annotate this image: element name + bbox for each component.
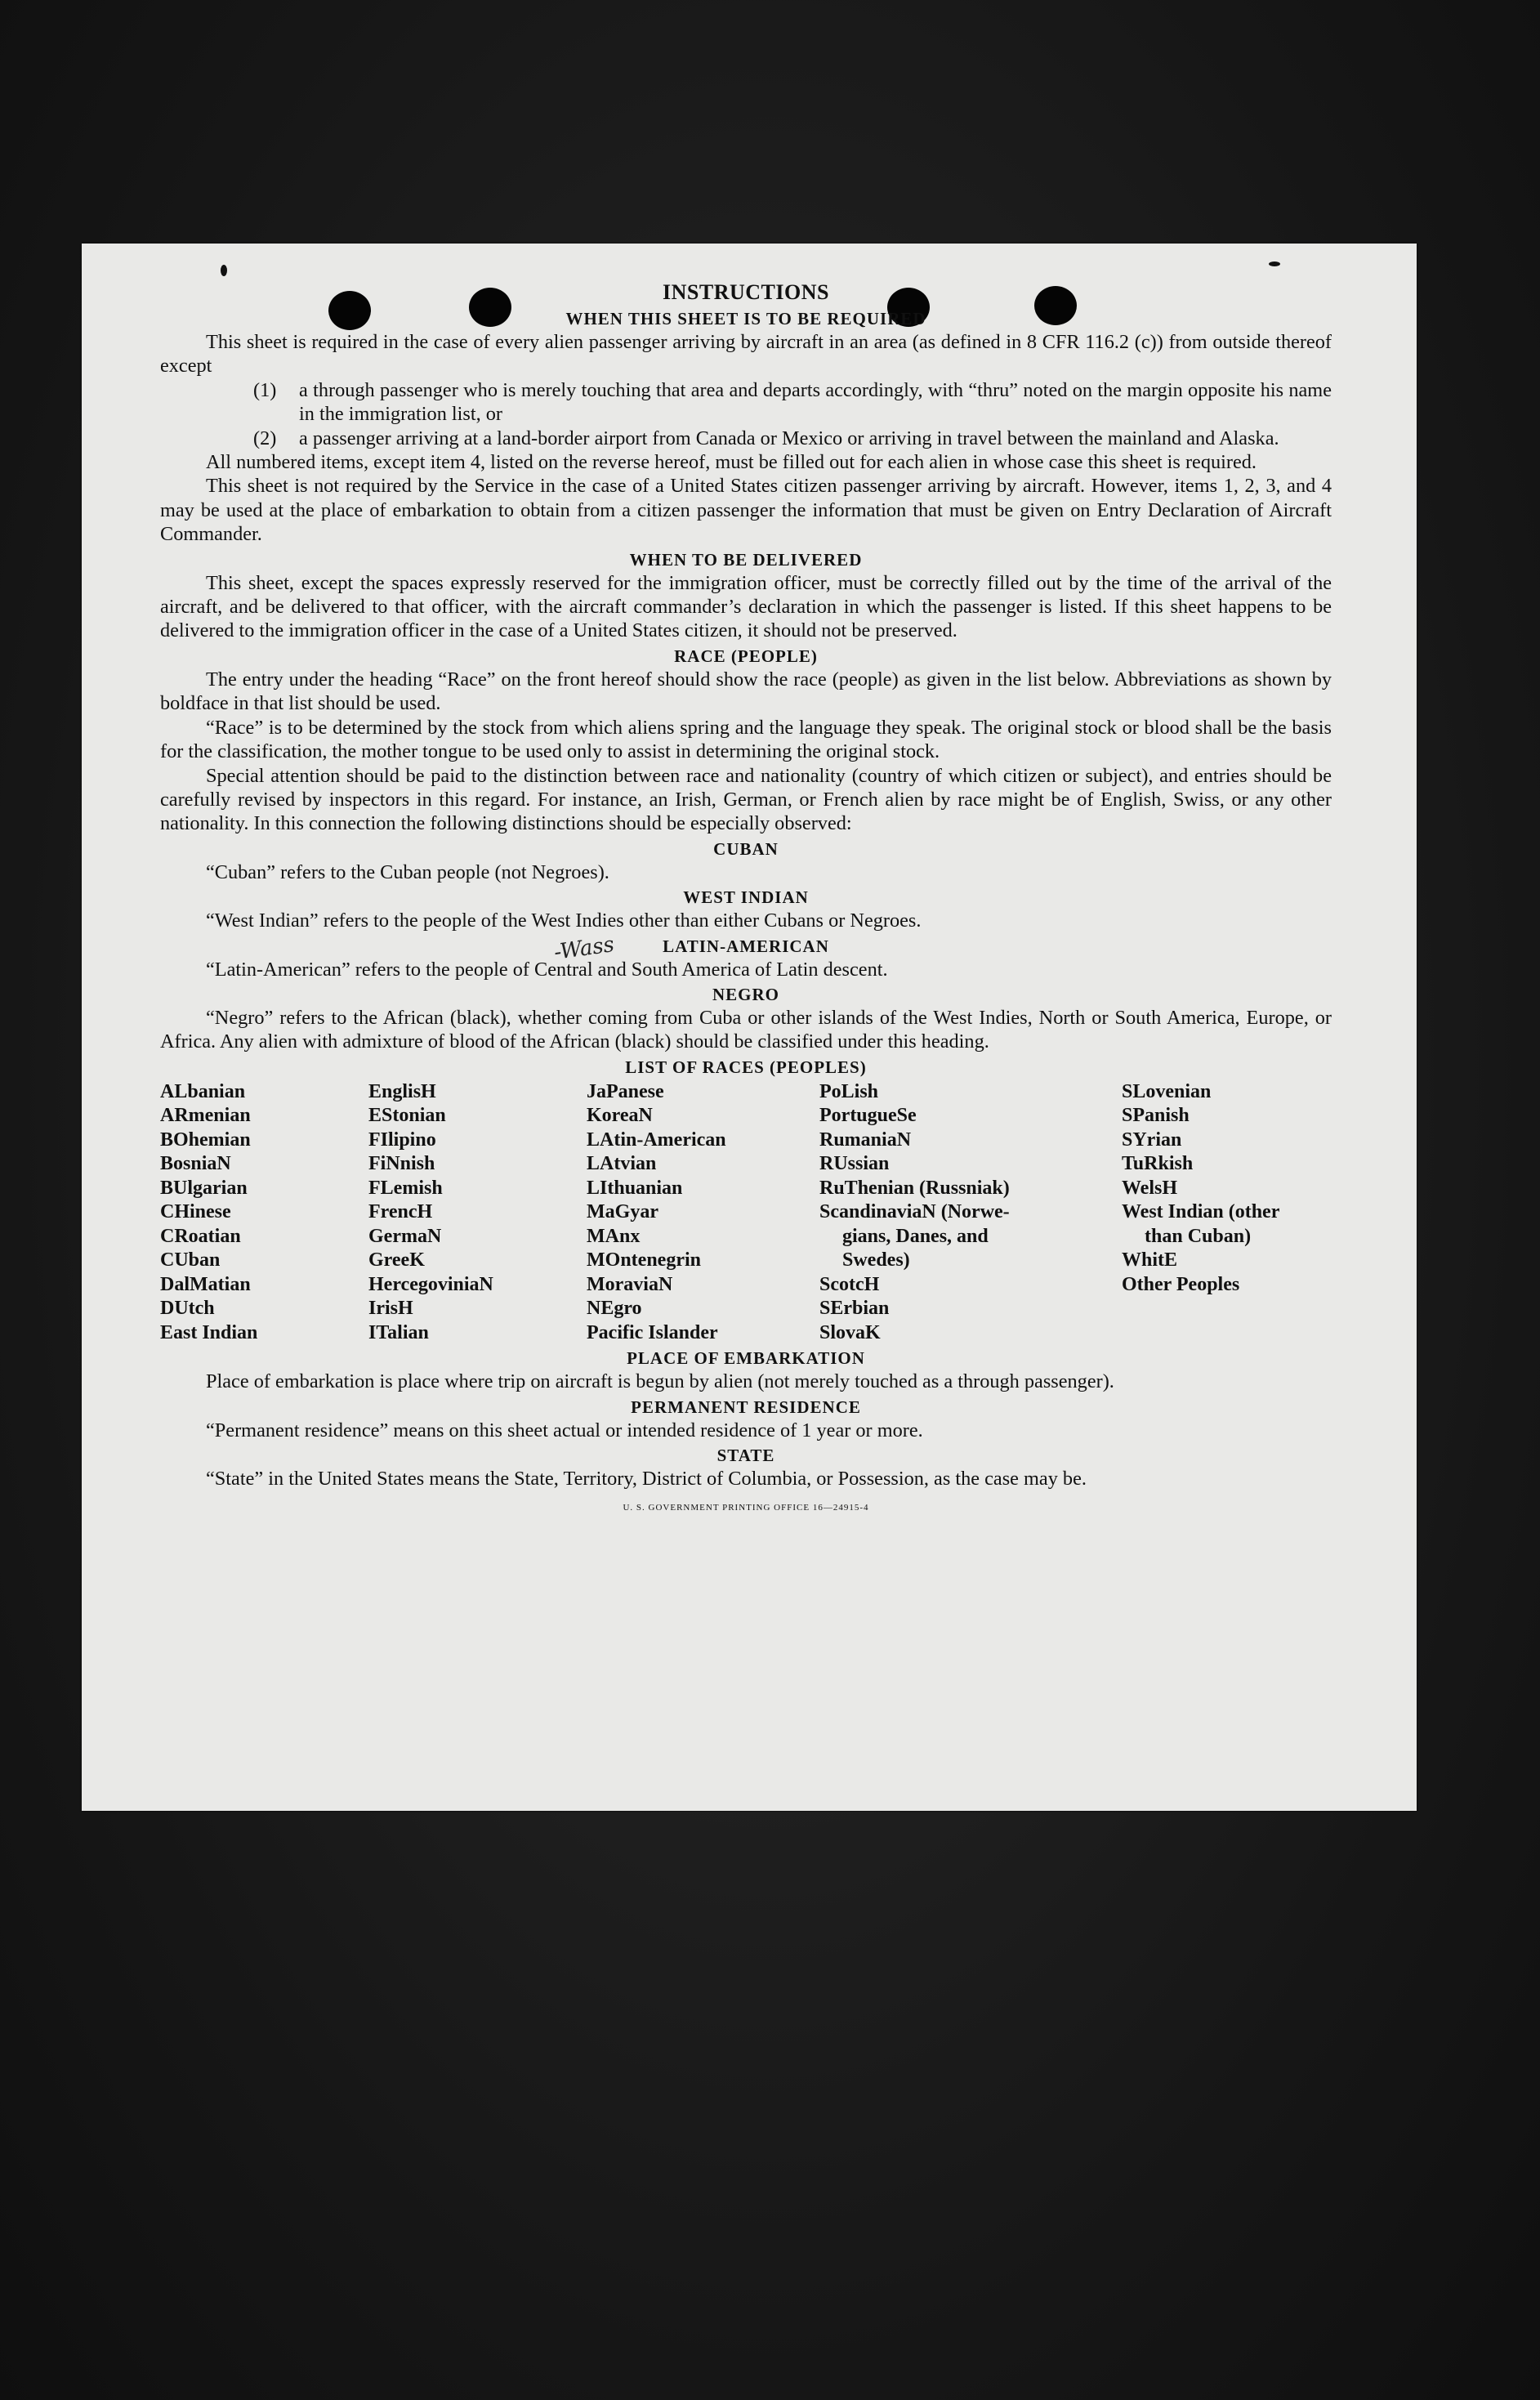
- when-required-para2: All numbered items, except item 4, listed on the reverse hereof, must be filled out for each alien in whose case this sheet is required.: [206, 451, 1257, 474]
- race-entry: EnglisH: [368, 1080, 436, 1102]
- race-list: [160, 1080, 1332, 1346]
- race-entry: LAtin-American: [587, 1128, 726, 1151]
- negro-text: “Negro” refers to the African (black), whether coming from Cuba or other islands of the West Indies, North or South America, Europe, or Africa. Any alien with admixture of blood of the African (black) should be classified under this heading.: [160, 1006, 1332, 1053]
- race-entry: FLemish: [368, 1177, 443, 1199]
- race-entry: JaPanese: [587, 1080, 664, 1102]
- printing-office-imprint: U. S. GOVERNMENT PRINTING OFFICE 16—24915-4: [623, 1503, 869, 1513]
- race-column-3: [587, 1080, 819, 1346]
- race-entry: Pacific Islander: [587, 1321, 718, 1343]
- race-entry: RuThenian (Russniak): [819, 1177, 1010, 1199]
- race-entry: WelsH: [1122, 1177, 1178, 1199]
- race-entry: SlovaK: [819, 1321, 881, 1343]
- heading-race: RACE (PEOPLE): [674, 646, 818, 666]
- item-number: (1): [253, 378, 277, 401]
- race-entry: MOntenegrin: [587, 1249, 701, 1272]
- race-entry: PoLish: [819, 1080, 879, 1102]
- race-entry: Swedes): [842, 1249, 910, 1272]
- when-required-para3: This sheet is not required by the Service in the case of a United States citizen passenger arriving by aircraft. However, items 1, 2, 3, and 4 may be used at the place of embarkation to obtain from a citizen passenger the information that must be given on Entry Declaration of Aircraft Commander.: [160, 475, 1332, 546]
- race-para3: Special attention should be paid to the distinction between race and nationality (country of which citizen or subject), and entries should be carefully revised by inspectors in this regard. For instance, an Irish, German, or French alien by race might be of English, Swiss, or any other nationality. In this connection the following distinctions should be especially observed:: [160, 764, 1332, 835]
- race-entry: Other Peoples: [1122, 1273, 1240, 1295]
- race-entry: LAtvian: [587, 1153, 657, 1175]
- latin-american-text: “Latin-American” refers to the people of Central and South America of Latin descent.: [206, 958, 888, 981]
- race-para2: “Race” is to be determined by the stock from which aliens spring and the language they speak. The original stock or blood shall be the basis for the classification, the mother tongue to be used only to assist in determining the original stock.: [160, 716, 1332, 763]
- race-entry: HercegoviniaN: [368, 1273, 493, 1295]
- page-title: INSTRUCTIONS: [663, 280, 829, 304]
- race-entry: ARmenian: [160, 1105, 251, 1127]
- race-column-5: [1122, 1080, 1332, 1346]
- race-entry: DalMatian: [160, 1273, 251, 1295]
- race-entry: West Indian (other: [1122, 1201, 1280, 1223]
- heading-west-indian: WEST INDIAN: [683, 887, 809, 908]
- heading-negro: NEGRO: [712, 984, 779, 1004]
- item-text: a through passenger who is merely touching that area and departs accordingly, with “thru” noted on the margin opposite his name in the immigration list, or: [299, 378, 1332, 426]
- item-text: a passenger arriving at a land-border airport from Canada or Mexico or arriving in travel between the mainland and Alaska.: [299, 427, 1279, 449]
- race-entry: BUlgarian: [160, 1177, 248, 1199]
- ink-speck: [1269, 261, 1280, 266]
- handwritten-mark: -Wass: [552, 932, 616, 966]
- heading-embarkation: PLACE OF EMBARKATION: [627, 1348, 865, 1369]
- heading-when-required: WHEN THIS SHEET IS TO BE REQUIRED: [565, 309, 926, 328]
- race-column-4: [819, 1080, 1122, 1346]
- race-entry: DUtch: [160, 1298, 215, 1320]
- race-entry: PortugueSe: [819, 1105, 917, 1127]
- race-entry: BOhemian: [160, 1128, 251, 1151]
- race-entry: ScandinaviaN (Norwe-: [819, 1201, 1010, 1223]
- race-entry: MAnx: [587, 1225, 641, 1247]
- ink-speck: [221, 265, 227, 276]
- race-entry: MaGyar: [587, 1201, 658, 1223]
- race-entry: SPanish: [1122, 1105, 1190, 1127]
- heading-latin-american: LATIN-AMERICAN: [663, 936, 829, 956]
- race-column-2: [368, 1080, 587, 1346]
- race-entry: LIthuanian: [587, 1177, 683, 1199]
- race-entry: SErbian: [819, 1298, 890, 1320]
- race-entry: ITalian: [368, 1321, 429, 1343]
- exception-item-1: [253, 378, 1332, 427]
- document-sheet: [82, 244, 1417, 1811]
- embarkation-text: Place of embarkation is place where trip on aircraft is begun by alien (not merely touched as a through passenger).: [206, 1370, 1114, 1393]
- race-entry: WhitE: [1122, 1249, 1178, 1272]
- race-entry: FiNnish: [368, 1153, 435, 1175]
- race-entry: CRoatian: [160, 1225, 241, 1247]
- race-entry: ALbanian: [160, 1080, 246, 1102]
- race-entry: KoreaN: [587, 1105, 653, 1127]
- exception-item-2: [253, 427, 1332, 450]
- race-entry: gians, Danes, and: [842, 1225, 989, 1247]
- race-entry: East Indian: [160, 1321, 258, 1343]
- race-entry: RUssian: [819, 1153, 890, 1175]
- race-entry: RumaniaN: [819, 1128, 912, 1151]
- race-entry: FrencH: [368, 1201, 433, 1223]
- race-entry: EStonian: [368, 1105, 446, 1127]
- heading-residence: PERMANENT RESIDENCE: [631, 1397, 861, 1417]
- race-entry: GreeK: [368, 1249, 425, 1272]
- race-entry: FIlipino: [368, 1128, 436, 1151]
- instructions-content: [160, 279, 1332, 1513]
- race-entry: GermaN: [368, 1225, 442, 1247]
- when-delivered-text: This sheet, except the spaces expressly reserved for the immigration officer, must be correctly filled out by the time of the arrival of the aircraft, and be delivered to that officer, with the aircraft commander’s declaration in which the passenger is listed. If this sheet happens to be delivered to the immigration officer in the case of a United States citizen, it should not be preserved.: [160, 571, 1332, 642]
- race-entry: IrisH: [368, 1298, 413, 1320]
- west-indian-text: “West Indian” refers to the people of the West Indies other than either Cubans or Negroes.: [206, 909, 922, 932]
- race-entry: TuRkish: [1122, 1153, 1194, 1175]
- race-entry: ScotcH: [819, 1273, 880, 1295]
- race-entry: CUban: [160, 1249, 221, 1272]
- when-required-intro: This sheet is required in the case of every alien passenger arriving by aircraft in an area (as defined in 8 CFR 116.2 (c)) from outside thereof except: [160, 331, 1332, 378]
- race-column-1: [160, 1080, 368, 1346]
- race-entry: than Cuban): [1145, 1225, 1252, 1247]
- race-para1: The entry under the heading “Race” on the front hereof should show the race (people) as given in the list below. Abbreviations as shown by boldface in that list should be used.: [160, 668, 1332, 715]
- race-entry: SYrian: [1122, 1128, 1182, 1151]
- item-number: (2): [253, 427, 277, 449]
- heading-when-delivered: WHEN TO BE DELIVERED: [629, 549, 863, 570]
- cuban-text: “Cuban” refers to the Cuban people (not Negroes).: [206, 860, 609, 883]
- race-entry: SLovenian: [1122, 1080, 1212, 1102]
- state-text: “State” in the United States means the State, Territory, District of Columbia, or Possession, as the case may be.: [206, 1468, 1087, 1491]
- residence-text: “Permanent residence” means on this sheet actual or intended residence of 1 year or more.: [206, 1419, 923, 1441]
- heading-cuban: CUBAN: [713, 838, 779, 859]
- race-entry: NEgro: [587, 1298, 642, 1320]
- race-entry: BosniaN: [160, 1153, 231, 1175]
- race-entry: CHinese: [160, 1201, 231, 1223]
- race-entry: MoraviaN: [587, 1273, 673, 1295]
- heading-list-of-races: LIST OF RACES (PEOPLES): [625, 1057, 867, 1077]
- heading-state: STATE: [716, 1446, 775, 1466]
